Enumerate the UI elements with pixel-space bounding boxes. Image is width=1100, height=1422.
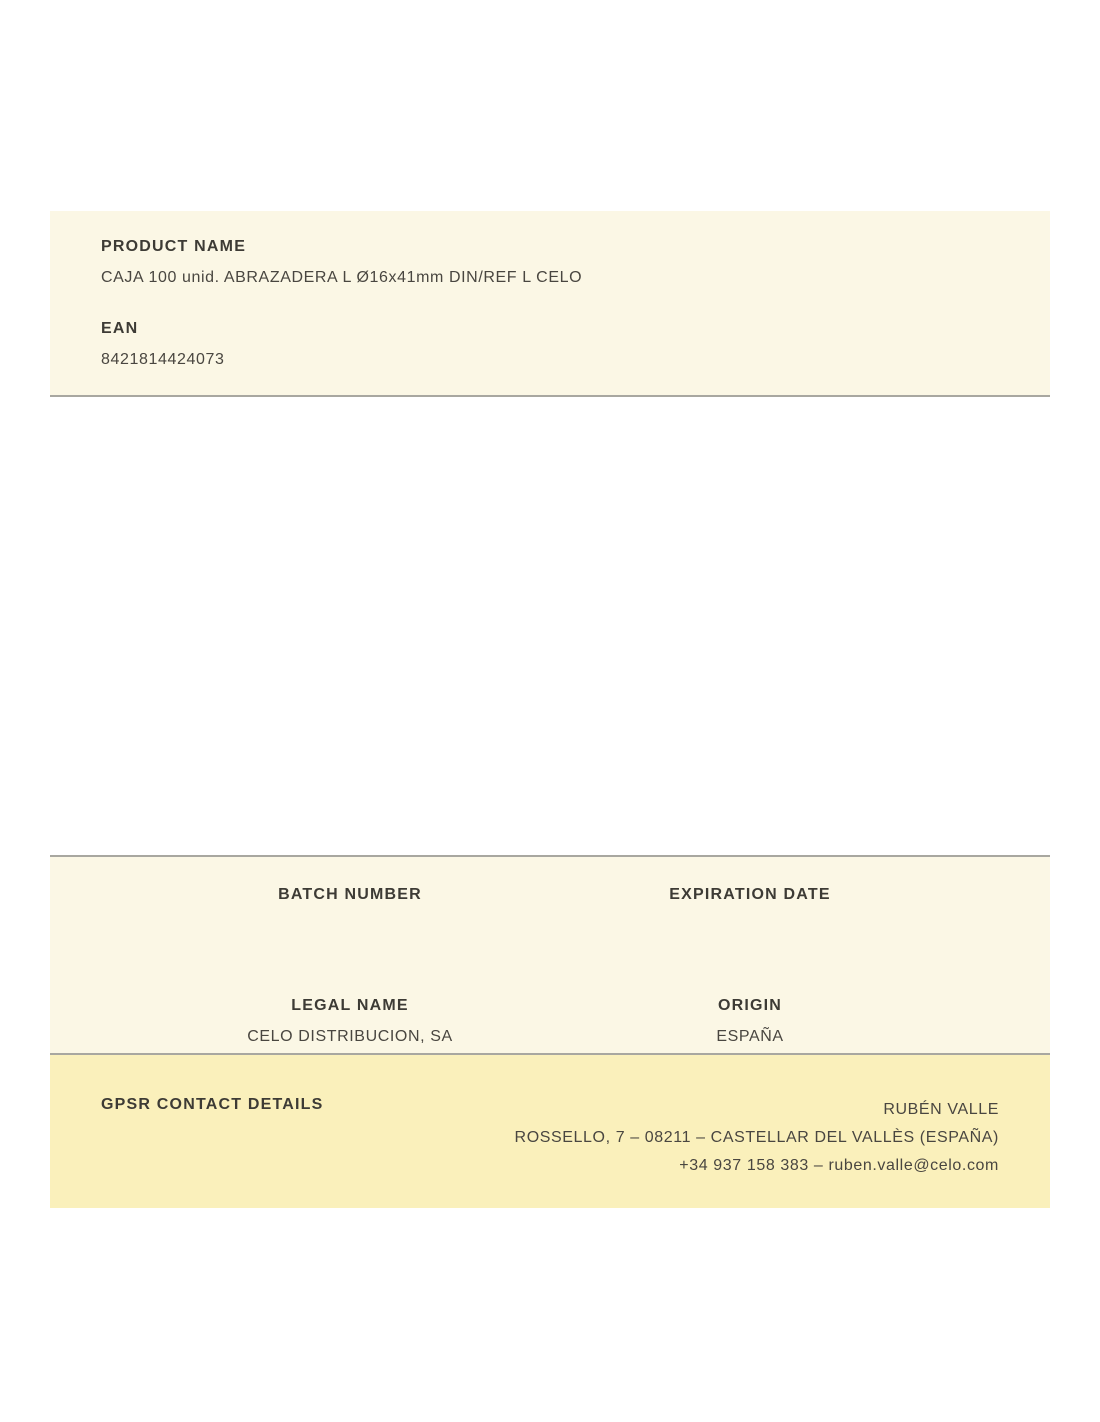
gpsr-contact-section (50, 1055, 1050, 1208)
origin-column (550, 997, 950, 1047)
legal-name-column (150, 997, 550, 1047)
ean-label: EAN (101, 320, 139, 337)
product-name-value: CAJA 100 unid. ABRAZADERA L Ø16x41mm DIN/REF L CELO (101, 269, 583, 286)
legal-origin-row (150, 997, 950, 1047)
ean-block (101, 320, 999, 369)
batch-expiration-row (150, 886, 950, 936)
expiration-date-column (550, 886, 950, 936)
batch-number-value (150, 917, 550, 936)
expiration-date-label: EXPIRATION DATE (669, 886, 831, 903)
gpsr-contact-label: GPSR CONTACT DETAILS (101, 1096, 324, 1113)
contact-address: ROSSELLO, 7 – 08211 – CASTELLAR DEL VALLÈS (ESPAÑA) (514, 1129, 999, 1146)
legal-name-label: LEGAL NAME (291, 997, 409, 1014)
product-name-label: PRODUCT NAME (101, 238, 247, 255)
batch-number-column (150, 886, 550, 936)
expiration-date-value (550, 917, 950, 936)
origin-label: ORIGIN (717, 997, 783, 1014)
batch-legal-section (50, 855, 1050, 1055)
gpsr-contact-lines (515, 1096, 999, 1208)
product-info-section (50, 211, 1050, 397)
legal-name-value: CELO DISTRIBUCION, SA (247, 1028, 453, 1045)
contact-name: RUBÉN VALLE (883, 1101, 999, 1118)
contact-phone-email: +34 937 158 383 – ruben.valle@celo.com (679, 1157, 999, 1174)
origin-value: ESPAÑA (716, 1028, 784, 1045)
batch-number-label: BATCH NUMBER (278, 886, 422, 903)
ean-value: 8421814424073 (101, 351, 225, 368)
